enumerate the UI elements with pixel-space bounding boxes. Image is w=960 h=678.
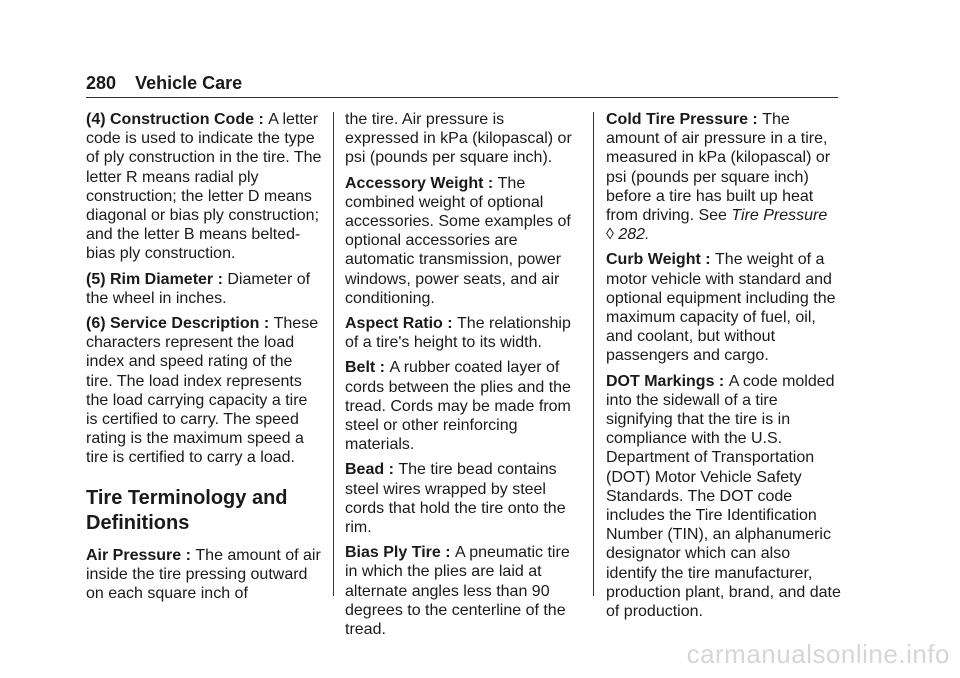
definition-aspect-ratio: [345, 314, 581, 352]
definition-text: The weight of a motor vehicle with standard and optional equipment including the maximum capacity of fuel, oil, and coolant, but without passengers and cargo.: [606, 251, 836, 365]
definition-air-pressure: [86, 546, 322, 604]
definition-dot-markings: [606, 372, 842, 622]
definition-service-description: [86, 314, 322, 468]
column-divider-2: [593, 112, 594, 596]
definition-rim-diameter: [86, 270, 322, 308]
column-3: [606, 110, 842, 627]
definition-air-pressure-continued: the tire. Air pressure is expressed in kPa (kilopascal) or psi (pounds per square inch).: [345, 111, 572, 167]
term: Bias Ply Tire: [345, 544, 441, 562]
term-separator: :: [181, 546, 196, 564]
definition-text: The amount of air inside the tire pressing outward on each square inch of: [86, 546, 321, 603]
term-separator: :: [440, 544, 455, 562]
column-1: [86, 110, 322, 609]
definition-accessory-weight: [345, 174, 581, 308]
definition-cold-tire-pressure: [606, 110, 842, 244]
watermark: carmanualsonline.info: [686, 639, 950, 669]
term-separator: :: [259, 315, 274, 333]
definition-bead: [345, 460, 581, 537]
term: (4) Construction Code: [86, 111, 254, 128]
definition-text: A pneumatic tire in which the plies are laid at alternate angles less than 90 degrees to the centerline of the tread.: [345, 544, 570, 639]
term: Air Pressure: [86, 546, 182, 564]
cross-reference-link[interactable]: Tire Pressure: [731, 207, 828, 225]
term-separator: :: [384, 461, 399, 479]
term-separator: :: [213, 270, 228, 288]
definition-text: A letter code is used to indicate the type of ply construction in the tire. The letter R means radial ply construction; the letter D means diagonal or bias ply construction; and the letter B means belted-bias ply construction.: [86, 111, 322, 263]
definition-belt: [345, 358, 581, 454]
page-header: [86, 72, 242, 94]
column-divider-1: [333, 112, 334, 596]
term: DOT Markings: [606, 372, 715, 390]
column-2: [345, 110, 581, 645]
header-rule: [86, 97, 838, 98]
definition-construction-code: [86, 110, 322, 264]
page-number: 280: [86, 73, 117, 93]
term: Cold Tire Pressure: [606, 111, 748, 128]
definition-text: The combined weight of optional accessories. Some examples of optional accessories are automatic transmission, power windows, power seats, and air conditioning.: [345, 174, 571, 307]
term-separator: :: [747, 111, 763, 128]
term: (5) Rim Diameter: [86, 270, 214, 288]
definition-text: The relationship of a tire's height to its width.: [345, 315, 571, 352]
term: (6) Service Description: [86, 315, 260, 333]
page-reference-icon: ◊: [606, 226, 614, 244]
definition-text: These characters represent the load index and speed rating of the tire. The load index represents the load carrying capacity a tire is certified to carry. The speed rating is the maximum speed a tire is certified to carry a load.: [86, 315, 319, 467]
definition-text: The tire bead contains steel wires wrapped by steel cords that hold the tire onto the rim.: [345, 461, 566, 537]
definition-text: The amount of air pressure in a tire, measured in kPa (kilopascal) or psi (pounds per square inch) before a tire has built up heat from driving. See: [606, 111, 831, 225]
term: Aspect Ratio: [345, 315, 443, 333]
term-separator: :: [700, 251, 716, 269]
term-separator: :: [714, 372, 729, 390]
definition-text: A rubber coated layer of cords between the plies and the tread. Cords may be made from steel or other reinforcing materials.: [345, 359, 571, 454]
definition-text: A code molded into the sidewall of a tire signifying that the tire is in compliance with the U.S. Department of Transportation (DOT) Motor Vehicle Safety Standards. The DOT code includes the Tire Identification Number (TIN), an alphanumeric designator which can also identify the tire manufacturer, production plant, brand, and date of production.: [606, 372, 841, 621]
definition-bias-ply-tire: [345, 543, 581, 639]
term-separator: :: [375, 359, 390, 377]
definition-text: Diameter of the wheel in inches.: [86, 270, 311, 307]
cross-reference-page[interactable]: 282.: [618, 226, 650, 244]
definition-curb-weight: [606, 250, 842, 365]
term-separator: :: [442, 315, 458, 333]
term: Bead: [345, 461, 385, 479]
term-separator: :: [483, 174, 498, 192]
section-heading: Tire Terminology and Definitions: [86, 486, 288, 534]
term: Curb Weight: [606, 251, 701, 269]
section-title: Vehicle Care: [135, 73, 243, 93]
term: Belt: [345, 359, 376, 377]
term: Accessory Weight: [345, 174, 484, 192]
term-separator: :: [254, 111, 269, 128]
